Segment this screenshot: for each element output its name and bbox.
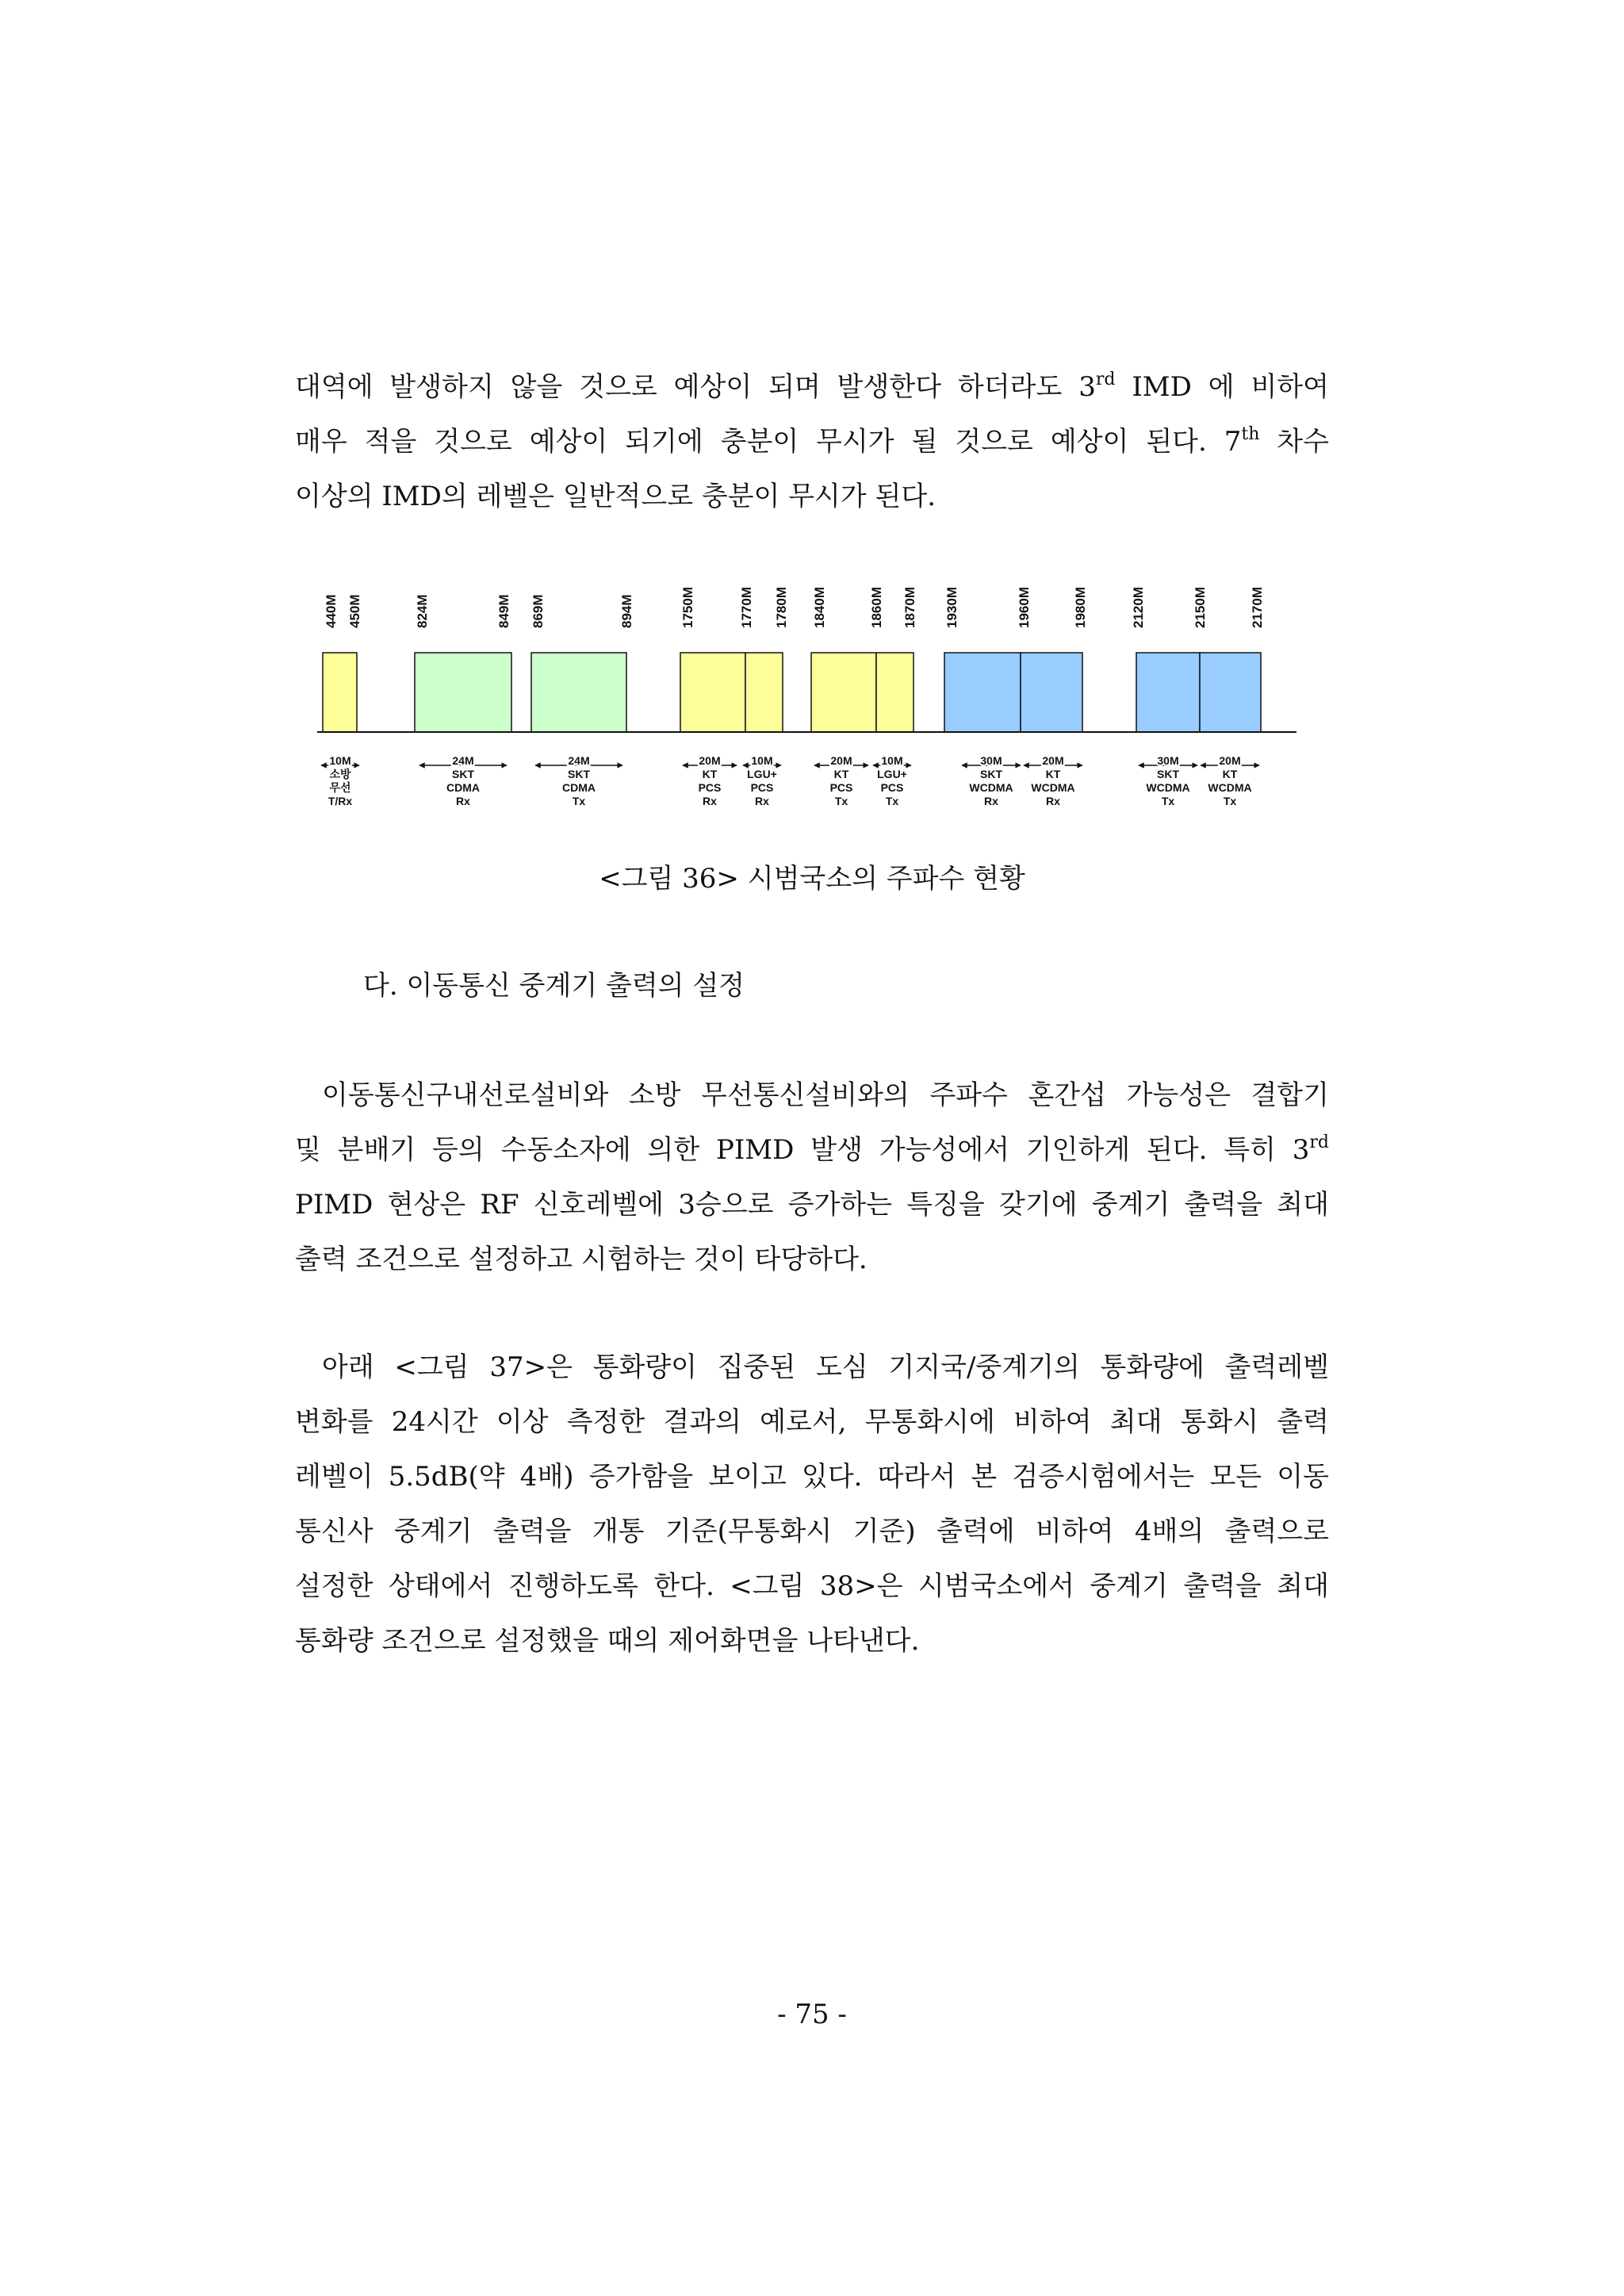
frequency-label: 440M bbox=[324, 594, 339, 628]
frequency-label: 1840M bbox=[812, 587, 827, 628]
band-info-label: WCDMA bbox=[1146, 781, 1190, 794]
bandwidth-label: 24M bbox=[452, 754, 474, 767]
band-info-label: KT bbox=[1045, 768, 1061, 780]
band-info-label: PCS bbox=[829, 781, 853, 794]
bandwidth-label: 20M bbox=[830, 754, 852, 767]
band-info-label: Rx bbox=[456, 795, 470, 807]
bandwidth-label: 10M bbox=[881, 754, 903, 767]
band-info-label: Tx bbox=[834, 795, 848, 807]
frequency-label: 2120M bbox=[1131, 587, 1146, 628]
frequency-label: 849M bbox=[496, 594, 511, 628]
band-label bbox=[1139, 754, 1197, 807]
text-line: 이동통신구내선로설비와 소방 무선통신설비와의 주파수 혼간섭 가능성은 결합기 bbox=[322, 1079, 1329, 1111]
text-line: PIMD 현상은 RF 신호레벨에 3승으로 증가하는 특징을 갖기에 중계기 출력을 최대 bbox=[295, 1189, 1329, 1221]
band-label bbox=[873, 754, 911, 807]
text-line: 레벨이 5.5dB(약 4배) 증가함을 보이고 있다. 따라서 본 검증시험에서는 모든 이동 bbox=[295, 1461, 1329, 1493]
bandwidth-label: 30M bbox=[980, 754, 1002, 767]
page-number: - 75 - bbox=[777, 1999, 847, 2030]
paragraph-imd-order bbox=[295, 360, 1329, 524]
band-info-label: PCS bbox=[880, 781, 904, 794]
frequency-label: 1960M bbox=[1017, 587, 1032, 628]
frequency-band-block bbox=[531, 653, 626, 732]
text-line: 대역에 발생하지 않을 것으로 예상이 되며 발생한다 하더라도 3rd IMD 에 비하여 bbox=[295, 370, 1329, 403]
frequency-label: 1980M bbox=[1073, 587, 1088, 628]
bandwidth-label: 20M bbox=[699, 754, 721, 767]
frequency-band-block bbox=[680, 653, 745, 732]
frequency-band-block bbox=[944, 653, 1021, 732]
band-info-label: 소방 bbox=[329, 768, 351, 780]
band-info-label: WCDMA bbox=[969, 781, 1013, 794]
frequency-label: 2150M bbox=[1193, 587, 1208, 628]
band-info-label: SKT bbox=[452, 768, 474, 780]
band-info-label: KT bbox=[1222, 768, 1238, 780]
band-label bbox=[419, 754, 507, 807]
band-info-label: LGU+ bbox=[747, 768, 777, 780]
band-info-label: Tx bbox=[1161, 795, 1175, 807]
band-info-label: KT bbox=[702, 768, 718, 780]
bandwidth-label: 10M bbox=[751, 754, 773, 767]
band-info-label: WCDMA bbox=[1208, 781, 1252, 794]
frequency-label: 1750M bbox=[680, 587, 695, 628]
band-label bbox=[1201, 754, 1259, 807]
text-line: 및 분배기 등의 수동소자에 의한 PIMD 발생 가능성에서 기인하게 된다. 특히 3rd bbox=[295, 1133, 1329, 1166]
frequency-label: 894M bbox=[619, 594, 634, 628]
band-info-label: Rx bbox=[1046, 795, 1060, 807]
frequency-band-block bbox=[1200, 653, 1261, 732]
band-info-label: Tx bbox=[885, 795, 899, 807]
band-label bbox=[962, 754, 1021, 807]
band-info-label: Rx bbox=[703, 795, 717, 807]
frequency-label: 450M bbox=[347, 594, 362, 628]
bandwidth-label: 30M bbox=[1157, 754, 1179, 767]
text-line: 이상의 IMD의 레벨은 일반적으로 충분이 무시가 된다. bbox=[295, 481, 936, 512]
band-info-label: Tx bbox=[572, 795, 586, 807]
band-label bbox=[683, 754, 737, 807]
text-line: 변화를 24시간 이상 측정한 결과의 예로서, 무통화시에 비하여 최대 통화시 출력 bbox=[295, 1406, 1329, 1438]
band-info-label: SKT bbox=[568, 768, 590, 780]
bandwidth-label: 20M bbox=[1042, 754, 1064, 767]
paragraph-pimd bbox=[295, 1068, 1329, 1287]
bandwidth-label: 20M bbox=[1219, 754, 1241, 767]
frequency-band-block bbox=[1021, 653, 1082, 732]
frequency-label: 824M bbox=[415, 594, 430, 628]
frequency-label: 1780M bbox=[774, 587, 789, 628]
frequency-label: 1770M bbox=[739, 587, 754, 628]
band-info-label: CDMA bbox=[446, 781, 480, 794]
band-info-label: Rx bbox=[755, 795, 769, 807]
band-info-label: T/Rx bbox=[327, 795, 353, 807]
frequency-band-block bbox=[811, 653, 876, 732]
band-info-label: PCS bbox=[698, 781, 722, 794]
band-label bbox=[321, 754, 359, 807]
text-line: 아래 <그림 37>은 통화량이 집중된 도심 기지국/중계기의 통화량에 출력레벨 bbox=[322, 1351, 1329, 1383]
band-info-label: CDMA bbox=[562, 781, 596, 794]
frequency-label: 1870M bbox=[902, 587, 917, 628]
band-info-label: WCDMA bbox=[1031, 781, 1075, 794]
band-label bbox=[1024, 754, 1082, 807]
band-info-label: SKT bbox=[980, 768, 1002, 780]
band-info-label: KT bbox=[833, 768, 849, 780]
frequency-band-block bbox=[1136, 653, 1200, 732]
bandwidth-label: 10M bbox=[329, 754, 351, 767]
text-line: 통신사 중계기 출력을 개통 기준(무통화시 기준) 출력에 비하여 4배의 출력으로 bbox=[295, 1516, 1329, 1547]
section-heading: 다. 이동통신 중계기 출력의 설정 bbox=[363, 970, 745, 1002]
frequency-label: 2170M bbox=[1250, 587, 1265, 628]
frequency-band-diagram bbox=[313, 571, 1304, 833]
frequency-band-block bbox=[323, 653, 357, 732]
frequency-band-block bbox=[876, 653, 914, 732]
frequency-label: 869M bbox=[530, 594, 546, 628]
frequency-label: 1860M bbox=[869, 587, 884, 628]
band-info-label: Tx bbox=[1223, 795, 1237, 807]
band-info-label: SKT bbox=[1157, 768, 1179, 780]
band-info-label: 무선 bbox=[329, 781, 351, 794]
text-line: 매우 적을 것으로 예상이 되기에 충분이 무시가 될 것으로 예상이 된다. 7th 차수 bbox=[295, 424, 1329, 458]
figure-caption: <그림 36> 시범국소의 주파수 현황 bbox=[599, 863, 1025, 895]
band-info-label: PCS bbox=[750, 781, 774, 794]
text-line: 통화량 조건으로 설정했을 때의 제어화면을 나타낸다. bbox=[295, 1625, 920, 1657]
text-line: 출력 조건으로 설정하고 시험하는 것이 타당하다. bbox=[295, 1244, 868, 1275]
band-label bbox=[743, 754, 781, 807]
band-info-label: LGU+ bbox=[877, 768, 907, 780]
frequency-band-block bbox=[415, 653, 511, 732]
bandwidth-label: 24M bbox=[568, 754, 590, 767]
frequency-band-block bbox=[745, 653, 783, 732]
paragraph-output-setting bbox=[295, 1340, 1329, 1669]
band-info-label: Rx bbox=[984, 795, 998, 807]
band-label bbox=[535, 754, 622, 807]
text-line: 설정한 상태에서 진행하도록 한다. <그림 38>은 시범국소에서 중계기 출력을 최대 bbox=[295, 1570, 1329, 1602]
frequency-label: 1930M bbox=[944, 587, 959, 628]
band-label bbox=[814, 754, 868, 807]
